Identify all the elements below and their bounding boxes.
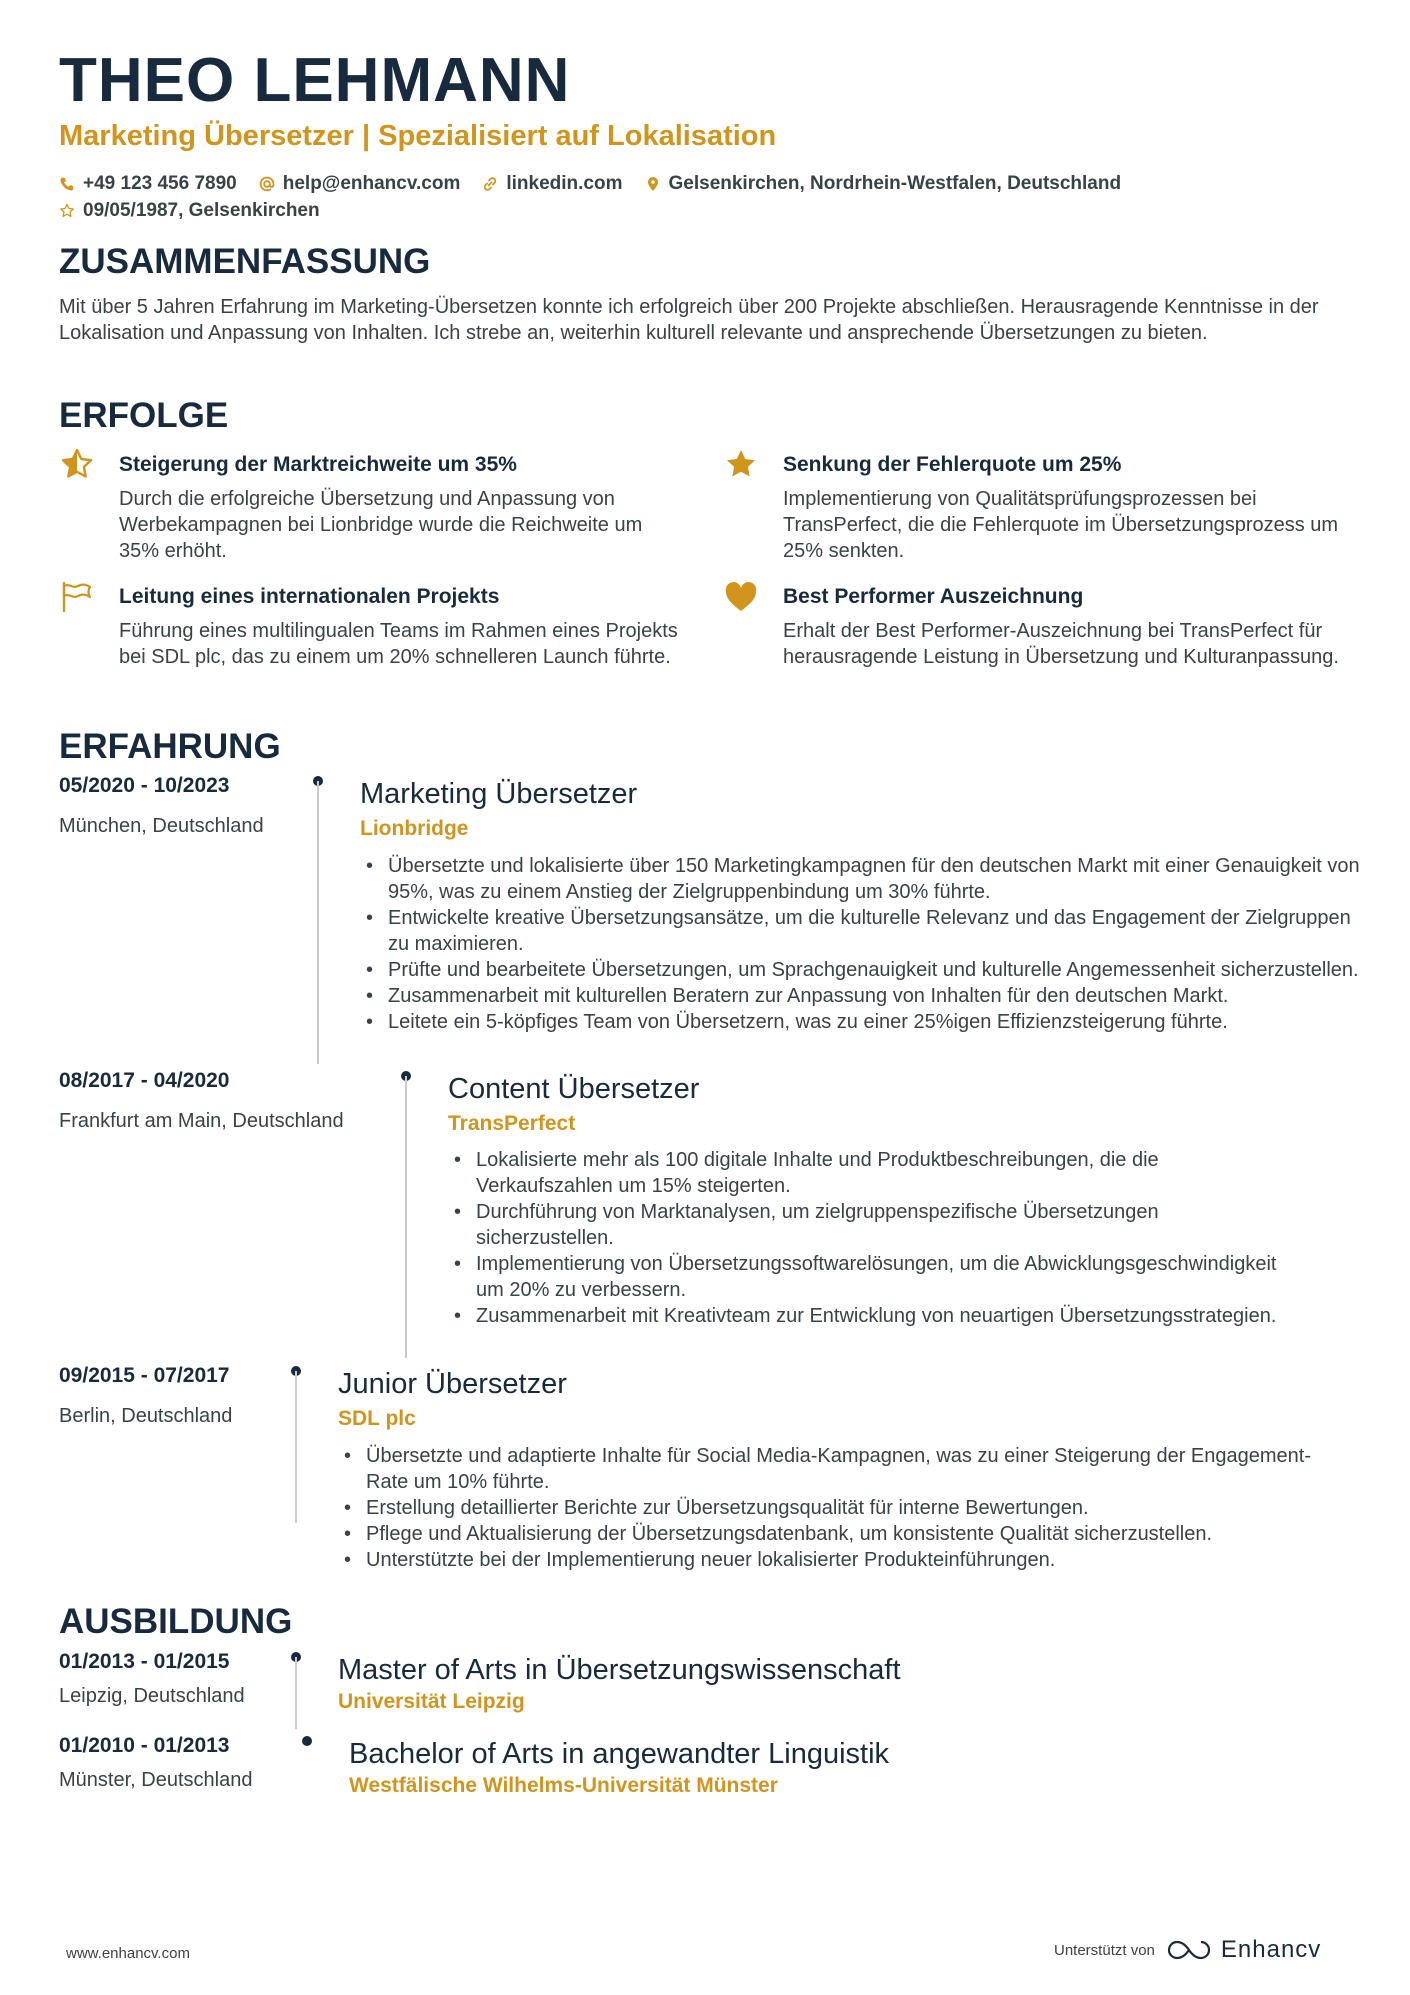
- job-dates: 08/2017 - 04/2020: [59, 1069, 230, 1092]
- job-bullet: • Pflege und Aktualisierung der Übersetzungsdatenbank, um konsistente Qualität sicherzustellen.: [340, 1521, 1340, 1547]
- achievement-text: Implementierung von Qualitätsprüfungsprozessen bei TransPerfect, die die Fehlerquote im Übersetzungsprozess um 25% senkten.: [783, 488, 1339, 562]
- job-location: München, Deutschland: [59, 815, 264, 837]
- job-bullet: • Unterstützte bei der Implementierung neuer lokalisierter Produkteinführungen.: [340, 1547, 1340, 1573]
- location-text: Gelsenkirchen, Nordrhein-Westfalen, Deutschland: [668, 172, 1122, 194]
- job-location: Berlin, Deutschland: [59, 1405, 233, 1427]
- job-title: Marketing Übersetzer: [360, 778, 638, 810]
- phone-item: [59, 171, 237, 197]
- degree-title: Bachelor of Arts in angewandter Linguistik: [349, 1738, 890, 1770]
- job-bullets: [340, 1443, 1340, 1573]
- contact-info: [59, 170, 1359, 224]
- footer-brand: [1054, 1936, 1321, 1964]
- job-bullets: [362, 853, 1362, 1035]
- job-bullets: [450, 1147, 1280, 1329]
- footer-website[interactable]: www.enhancv.com: [66, 1945, 190, 1962]
- education-location: Münster, Deutschland: [59, 1769, 253, 1791]
- job-company: SDL plc: [338, 1407, 416, 1430]
- email-text[interactable]: help@enhancv.com: [282, 172, 461, 194]
- education-section-title: AUSBILDUNG: [59, 1602, 293, 1641]
- school-name: Universität Leipzig: [338, 1690, 525, 1713]
- powered-by-text: Unterstützt von: [1054, 1941, 1155, 1959]
- birth-text: 09/05/1987, Gelsenkirchen: [83, 199, 320, 221]
- star-icon: [723, 447, 759, 483]
- timeline-line: [317, 781, 319, 1064]
- achievements-section-title: ERFOLGE: [59, 396, 229, 435]
- phone-icon: [59, 176, 75, 192]
- timeline-dot: [302, 1736, 312, 1746]
- achievement-text: Führung eines multilingualen Teams im Rahmen eines Projekts bei SDL plc, das zu einem um 20% schnelleren Launch führte.: [119, 620, 678, 668]
- job-bullet: • Zusammenarbeit mit Kreativteam zur Entwicklung von neuartigen Übersetzungsstrategien.: [450, 1303, 1280, 1329]
- summary-section-title: ZUSAMMENFASSUNG: [59, 242, 431, 281]
- achievement-title: Senkung der Fehlerquote um 25%: [783, 453, 1122, 476]
- birth-item: [59, 198, 320, 224]
- timeline-line: [405, 1076, 407, 1358]
- job-location: Frankfurt am Main, Deutschland: [59, 1110, 344, 1132]
- job-company: TransPerfect: [448, 1112, 576, 1135]
- brand-name: Enhancv: [1220, 1936, 1322, 1963]
- job-title: Content Übersetzer: [448, 1073, 700, 1105]
- job-dates: 09/2015 - 07/2017: [59, 1364, 230, 1387]
- link-icon: [482, 176, 498, 192]
- job-bullet: • Implementierung von Übersetzungssoftwarelösungen, um die Abwicklungsgeschwindigkeit um 20% zu verbessern.: [450, 1251, 1280, 1303]
- education-dates: 01/2010 - 01/2013: [59, 1734, 230, 1757]
- job-dates: 05/2020 - 10/2023: [59, 774, 230, 797]
- linkedin-text[interactable]: linkedin.com: [506, 172, 623, 194]
- achievement-text: Durch die erfolgreiche Übersetzung und Anpassung von Werbekampagnen bei Lionbridge wurde die Reichweite um 35% erhöht.: [119, 488, 643, 562]
- job-bullet: • Prüfte und bearbeitete Übersetzungen, um Sprachgenauigkeit und kulturelle Angemessenheit sicherzustellen.: [362, 957, 1362, 983]
- half-star-icon: [59, 447, 95, 483]
- enhancv-logo-icon: [1167, 1938, 1213, 1962]
- timeline-line: [295, 1657, 297, 1729]
- job-bullet: • Entwickelte kreative Übersetzungsansätze, um die kulturelle Relevanz und das Engagement der Zielgruppen zu maximieren.: [362, 905, 1362, 957]
- degree-title: Master of Arts in Übersetzungswissenschaft: [338, 1654, 901, 1686]
- email-item[interactable]: [259, 171, 461, 197]
- achievement-title: Steigerung der Marktreichweite um 35%: [119, 453, 517, 476]
- job-bullet: • Zusammenarbeit mit kulturellen Beratern zur Anpassung von Inhalten für den deutschen Markt.: [362, 983, 1362, 1009]
- job-bullet: • Durchführung von Marktanalysen, um zielgruppenspezifische Übersetzungen sicherzustellen.: [450, 1199, 1280, 1251]
- education-dates: 01/2013 - 01/2015: [59, 1650, 230, 1673]
- job-bullet: • Erstellung detaillierter Berichte zur Übersetzungsqualität für interne Bewertungen.: [340, 1495, 1340, 1521]
- job-title: Junior Übersetzer: [338, 1368, 567, 1400]
- job-bullet: • Übersetzte und lokalisierte über 150 Marketingkampagnen für den deutschen Markt mit einer Genauigkeit von 95%, was zu einem Anstieg der Zielgruppenbindung um 30% führte.: [362, 853, 1362, 905]
- achievement-text: Erhalt der Best Performer-Auszeichnung bei TransPerfect für herausragende Leistung in Übersetzung und Kulturanpassung.: [783, 620, 1339, 668]
- heart-icon: [723, 579, 759, 615]
- timeline-line: [295, 1371, 297, 1523]
- candidate-name: THEO LEHMANN: [59, 46, 571, 115]
- summary-text: Mit über 5 Jahren Erfahrung im Marketing-Übersetzen konnte ich erfolgreich über 200 Projekte abschließen. Herausragende Kenntnisse in der Lokalisation und Anpassung von Inhalten. Ich strebe an, weiterhin kulturell relevante und ansprechende Übersetzungen zu bieten.: [59, 296, 1319, 344]
- linkedin-item[interactable]: [482, 171, 622, 197]
- job-company: Lionbridge: [360, 817, 469, 840]
- school-name: Westfälische Wilhelms-Universität Münster: [349, 1774, 778, 1797]
- experience-section-title: ERFAHRUNG: [59, 727, 281, 766]
- phone-text: +49 123 456 7890: [83, 172, 237, 194]
- job-bullet: • Lokalisierte mehr als 100 digitale Inhalte und Produktbeschreibungen, die die Verkaufszahlen um 15% steigerten.: [450, 1147, 1280, 1199]
- at-icon: [259, 176, 275, 192]
- job-bullet: • Übersetzte und adaptierte Inhalte für Social Media-Kampagnen, was zu einer Steigerung der Engagement-Rate um 10% führte.: [340, 1443, 1340, 1495]
- location-pin-icon: [645, 176, 661, 192]
- job-bullet: • Leitete ein 5-köpfiges Team von Übersetzern, was zu einer 25%igen Effizienzsteigerung führte.: [362, 1009, 1362, 1035]
- candidate-headline: Marketing Übersetzer | Spezialisiert auf Lokalisation: [59, 120, 777, 152]
- star-outline-icon: [59, 203, 75, 219]
- flag-icon: [59, 579, 95, 615]
- achievement-title: Leitung eines internationalen Projekts: [119, 585, 500, 608]
- education-location: Leipzig, Deutschland: [59, 1685, 245, 1707]
- achievement-title: Best Performer Auszeichnung: [783, 585, 1084, 608]
- location-item: [645, 171, 1122, 197]
